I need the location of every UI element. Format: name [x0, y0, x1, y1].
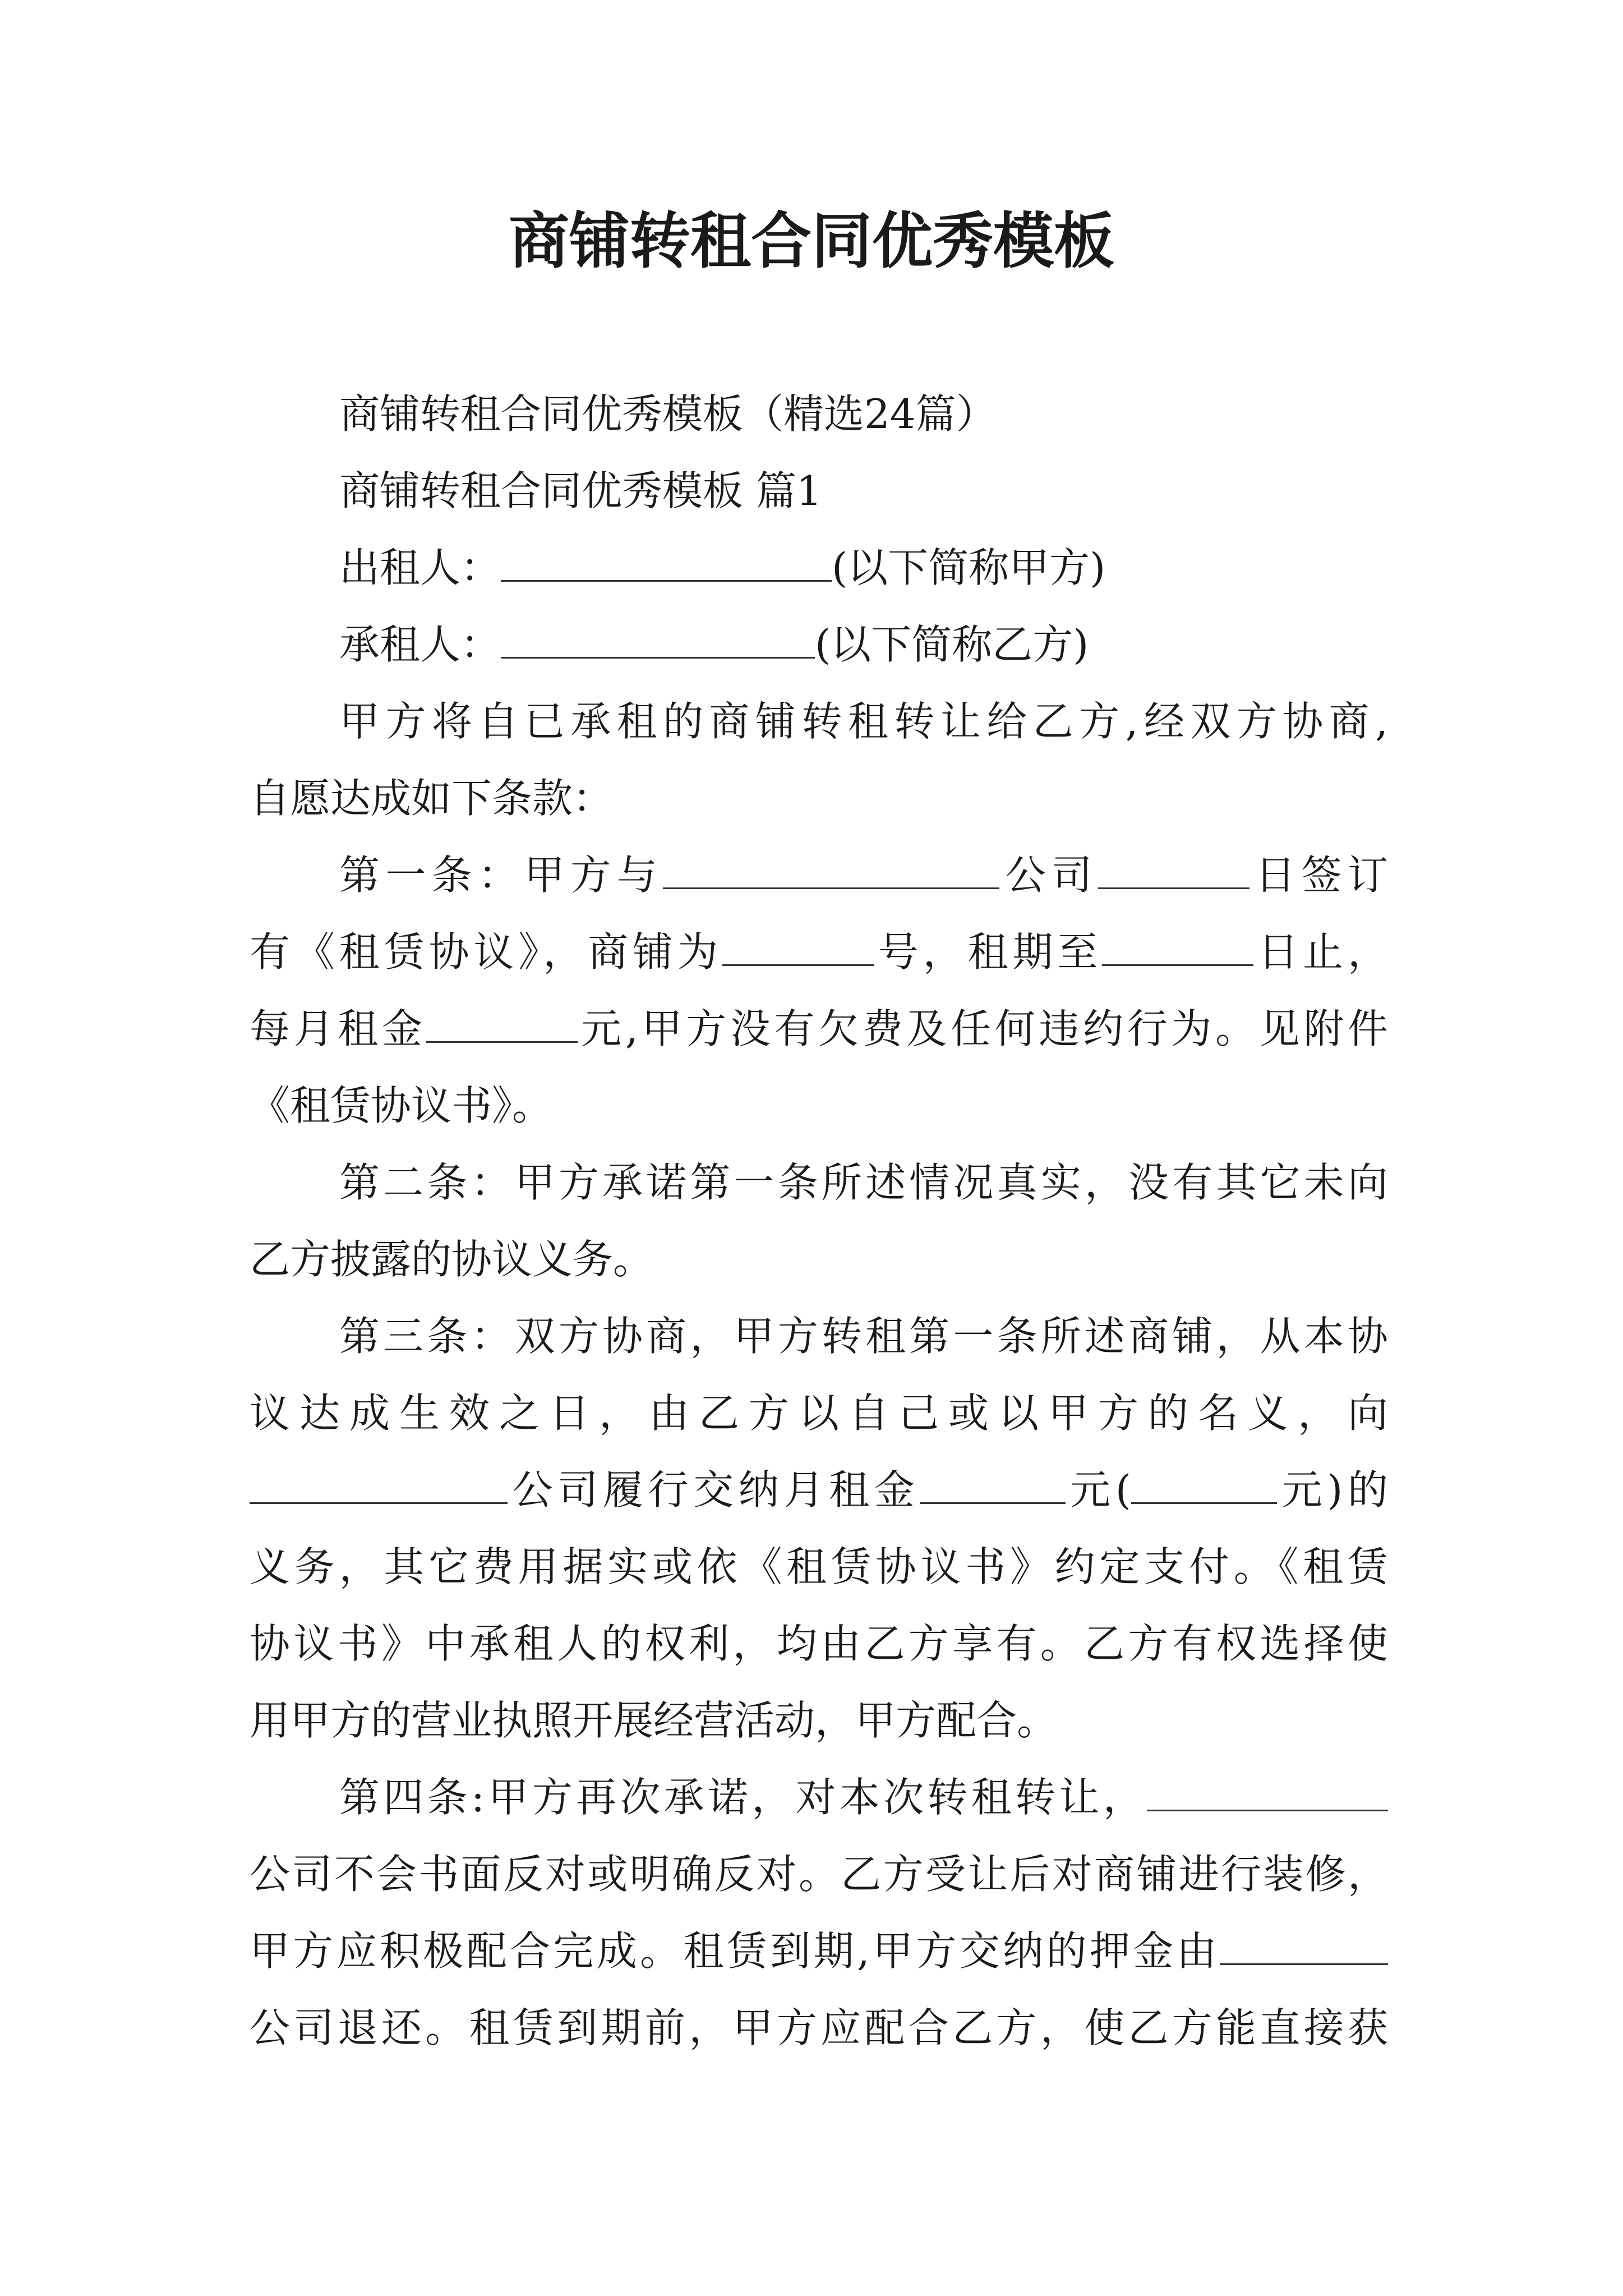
monthly-rent-blank	[426, 1004, 578, 1043]
article3-text: 公司履行交纳月租金	[508, 1466, 920, 1513]
term-end-blank	[1102, 927, 1253, 966]
article1-text: 日签订	[1249, 852, 1388, 899]
article1-line-4: 《租赁协议书》。	[250, 1082, 553, 1129]
company-blank	[1147, 1773, 1388, 1811]
article3-line-5: 协议书》中承租人的权利，均由乙方享有。乙方有权选择使	[250, 1620, 1388, 1667]
subtitle: 商铺转租合同优秀模板（精选24篇）	[339, 390, 997, 438]
article4-text: 第四条:甲方再次承诺，对本次转租转让，	[339, 1774, 1147, 1821]
article1-text: 日止，	[1253, 928, 1388, 976]
article4-text: 甲方应积极配合完成。租赁到期,甲方交纳的押金由	[250, 1927, 1220, 1975]
article1-text: 有《租赁协议》，商铺为	[250, 928, 722, 976]
article3-text: 元)的	[1276, 1466, 1389, 1513]
article4-line-3	[250, 1913, 1388, 1990]
article1-text: 每月租金	[250, 1005, 426, 1052]
article1-line-1	[250, 837, 1388, 914]
article3-line-2: 议达成生效之日，由乙方以自己或以甲方的名义，向	[250, 1389, 1388, 1437]
article1-line-3	[250, 991, 1388, 1068]
article3-line-3	[250, 1452, 1388, 1529]
lessor-label: 出租人：	[339, 544, 501, 591]
rent-amount-uppercase-blank	[1131, 1465, 1277, 1504]
lessee-suffix: (以下简称乙方)	[815, 621, 1089, 668]
article1-line-2	[250, 914, 1388, 991]
article1-text: 号，租期至	[873, 928, 1103, 976]
company-blank	[250, 1465, 508, 1504]
lessor-line	[250, 530, 1388, 606]
article4-line-1	[250, 1759, 1388, 1836]
rent-amount-blank	[920, 1465, 1066, 1504]
lessee-line	[250, 606, 1388, 683]
article3-line-1: 第三条：双方协商，甲方转租第一条所述商铺，从本协	[339, 1313, 1388, 1360]
article1-text: 公司	[999, 852, 1098, 899]
lessee-blank	[501, 620, 815, 659]
document-title: 商铺转租合同优秀模板	[508, 206, 1114, 277]
lessor-suffix: (以下简称甲方)	[832, 544, 1106, 591]
article1-text: 元,甲方没有欠费及任何违约行为。见附件	[577, 1005, 1388, 1052]
section-heading: 商铺转租合同优秀模板 篇1	[339, 467, 822, 514]
deposit-company-blank	[1220, 1926, 1388, 1965]
shop-number-blank	[722, 927, 874, 966]
article3-line-4: 义务，其它费用据实或依《租赁协议书》约定支付。《租赁	[250, 1543, 1388, 1590]
article3-text: 元(	[1065, 1466, 1131, 1513]
intro-line-2: 自愿达成如下条款：	[250, 775, 614, 822]
intro-line-1: 甲方将自已承租的商铺转租转让给乙方,经双方协商,	[339, 698, 1388, 745]
lessee-label: 承租人：	[339, 621, 501, 668]
document-body	[250, 376, 1388, 2067]
article1-text: 第一条：甲方与	[339, 852, 663, 899]
article4-line-2: 公司不会书面反对或明确反对。乙方受让后对商铺进行装修，	[250, 1851, 1388, 1898]
date-blank	[1098, 850, 1249, 889]
article4-line-4: 公司退还。租赁到期前，甲方应配合乙方，使乙方能直接获	[250, 2004, 1388, 2051]
article3-line-6: 用甲方的营业执照开展经营活动，甲方配合。	[250, 1697, 1058, 1744]
article2-line-1: 第二条：甲方承诺第一条所述情况真实，没有其它未向	[339, 1159, 1388, 1206]
lessor-blank	[501, 543, 832, 582]
company-blank	[663, 850, 999, 889]
article2-line-2: 乙方披露的协议义务。	[250, 1236, 654, 1283]
